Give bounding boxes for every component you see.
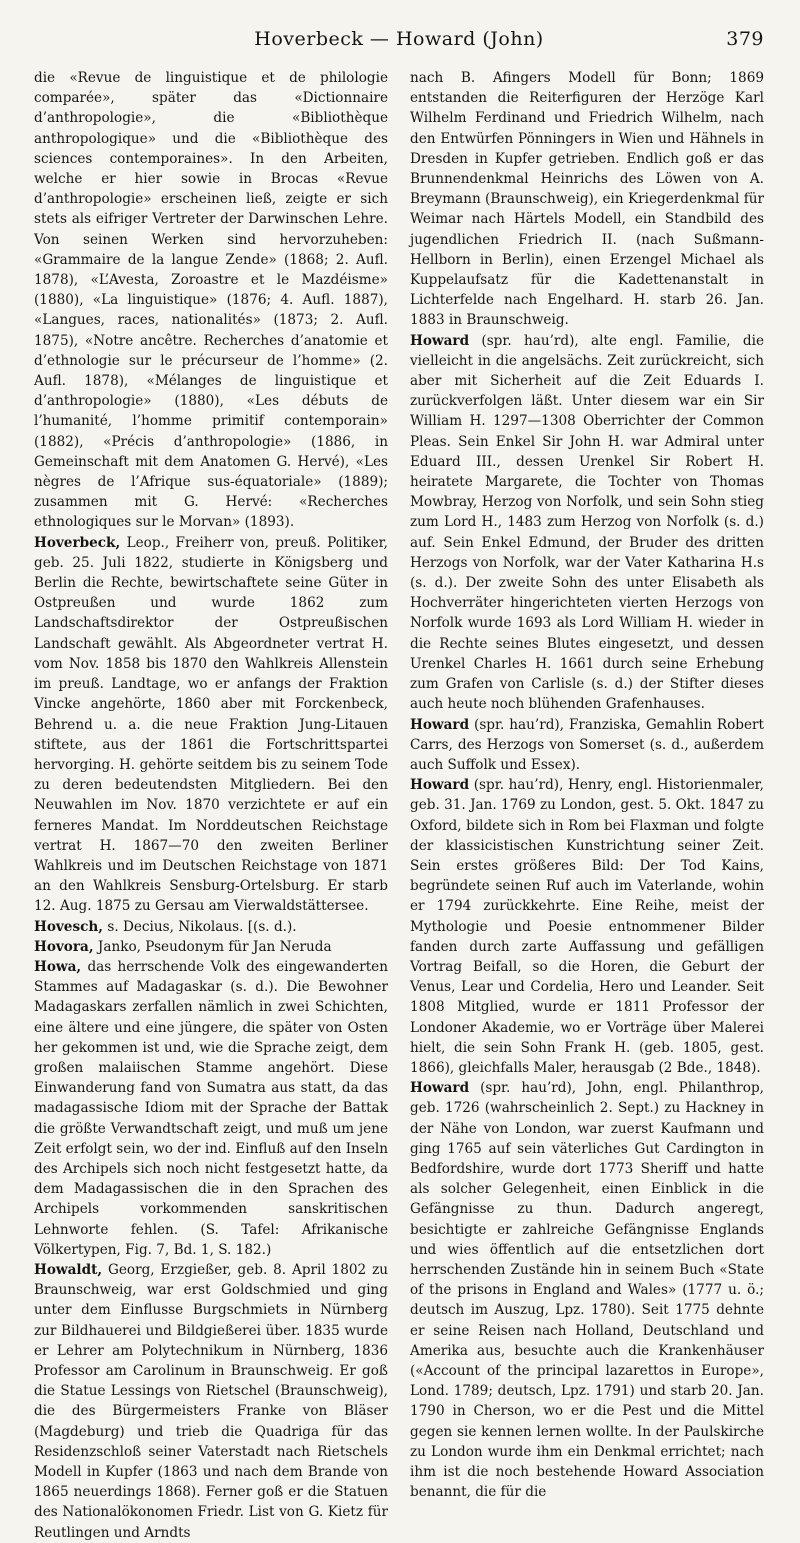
entry-paragraph: nach B. Afingers Modell für Bonn; 1869 entstanden die Reiterfiguren der Herzöge Karl Wilhelm Ferdinand und Friedrich Wilhelm, nach den Entwürfen Pönningers in Wien und Hähnels in Dresden in Kupfer getrieben. Endlich goß er das Brunnendenkmal Heinrichs des Löwen von A. Breymann (Braunschweig), ein Kriegerdenkmal für Weimar nach Härtels Modell, ein Standbild des jugendlichen Friedrich II. (nach Sußmann-Hellborn in Berlin), einen Erzengel Michael als Kuppelaufsatz für die Kadettenanstalt in Lichterfelde nach Engelhard. H. starb 26. Jan. 1883 in Braunschweig.	[410, 70, 764, 329]
entry-headword: Howard	[410, 777, 470, 794]
entry-paragraph: Howard (spr. hau’rd), alte engl. Familie, die vielleicht in die angelsächs. Zeit zurückreicht, sich aber mit Sicherheit auf die Zeit Eduards I. zurückverfolgen läßt. Unter diesem war ein Sir William H. 1297—1308 Oberrichter der Common Pleas. Sein Enkel Sir John H. war Admiral unter Eduard III., dessen Urenkel Sir Robert H. heiratete Margarete, die Tochter von Thomas Mowbray, Herzog von Norfolk, und sein Sohn stieg zum Lord H., 1483 zum Herzog von Norfolk (s. d.) auf. Sein Enkel Edmund, der Bruder des dritten Herzogs von Norfolk, war der Vater Katharina H.s (s. d.). Der zweite Sohn des unter Elisabeth als Hochverräter hingerichteten vierten Herzogs von Norfolk wurde 1693 als Lord William H. wieder in die Rechte seines Blutes eingesetzt, und dessen Urenkel Charles H. 1661 durch seine Erhebung zum Grafen von Carlisle (s. d.) der Stifter dieses auch heute noch blühenden Grafenhauses.	[410, 332, 765, 713]
entry-paragraph: Hovesch, s. Decius, Nikolaus. [(s. d.).	[34, 918, 297, 935]
entry-paragraph: Hoverbeck, Leop., Freiherr von, preuß. Politiker, geb. 25. Juli 1822, studierte in Königsberg und Berlin die Rechte, bewirtschaftete seine Güter in Ostpreußen und wurde 1862 zum Landschaftsdirektor der Ostpreußischen Landschaft gewählt. Als Abgeordneter vertrat H. vom Nov. 1858 bis 1870 den Wahlkreis Allenstein im preuß. Landtage, wo er anfangs der Fraktion Vincke angehörte, 1860 aber mit Forckenbeck, Behrend u. a. die neue Fraktion Jung-Litauen stiftete, aus der 1861 die Fortschrittspartei hervorging. H. gehörte seitdem bis zu seinem Tode zu deren bedeutendsten Mitgliedern. Bei den Neuwahlen im Nov. 1870 verzichtete er auf ein ferneres Mandat. Im Norddeutschen Reichstage vertrat H. 1867—70 den zweiten Berliner Wahlkreis und im Deutschen Reichstage von 1871 an den Wahlkreis Sensburg-Ortelsburg. Er starb 12. Aug. 1875 zu Gersau am Vierwaldstättersee.	[34, 534, 388, 915]
page-number: 379	[726, 28, 764, 50]
entry-headword: Howard	[410, 1080, 470, 1097]
entry-headword: Howard	[410, 332, 470, 349]
right-column	[410, 68, 764, 1543]
entry-headword: Howard	[410, 716, 470, 733]
entry-headword: Hovora,	[34, 938, 94, 955]
entry-paragraph: Howard (spr. hau’rd), John, engl. Philanthrop, geb. 1726 (wahrscheinlich 2. Sept.) zu Hackney in der Nähe von London, war zuerst Kaufmann und ging 1765 auf sein väterliches Gut Cardington in Bedfordshire, wurde dort 1773 Sheriff und hatte als solcher Gelegenheit, einen Einblick in die Gefängnisse zu thun. Dadurch angeregt, besichtigte er zahlreiche Gefängnisse Englands und wies öffentlich auf die entsetzlichen dort herrschenden Zustände hin in seinem Buch «State of the prisons in England and Wales» (1777 u. ö.; deutsch im Auszug, Lpz. 1780). Seit 1775 dehnte er seine Reisen nach Holland, Deutschland und Amerika aus, besuchte auch die Krankenhäuser («Account of the principal lazarettos in Europe», Lond. 1789; deutsch, Lpz. 1791) und starb 20. Jan. 1790 in Cherson, wo er die Pest und die Mittel gegen sie kennen lernen wollte. In der Paulskirche zu London wurde ihm ein Denkmal errichtet; nach ihm ist die noch bestehende Howard Association benannt, die für die	[410, 1080, 764, 1501]
entry-paragraph: die «Revue de linguistique et de philologie comparée», später das «Dictionnaire d’anthropologie», die «Bibliothèque anthropologique» und die «Bibliothèque des sciences contemporaines». In den Arbeiten, welche er hier sowie in Brocas «Revue d’anthropologie» erscheinen ließ, zeigte er sich stets als eifriger Vertreter der Darwinschen Lehre. Von seinen Werken sind hervorzuheben: «Grammaire de la langue Zende» (1868; 2. Aufl. 1878), «L’Avesta, Zoroastre et le Mazdéisme» (1880), «La linguistique» (1876; 4. Aufl. 1887), «Langues, races, nationalités» (1873; 2. Aufl. 1875), «Notre ancêtre. Recherches d’anatomie et d’ethnologie sur le précurseur de l’homme» (2. Aufl. 1878), «Mélanges de linguistique et d’anthropologie» (1880), «Les débuts de l’humanité, l’homme primitif contemporain» (1882), «Précis d’anthropologie» (1886, in Gemeinschaft mit dem Anatomen G. Hervé), «Les nègres de l’Afrique sus-équatoriale» (1889); zusammen mit G. Hervé: «Recherches ethnologiques sur le Morvan» (1893).	[34, 70, 388, 531]
entry-paragraph: Howard (spr. hau’rd), Henry, engl. Historienmaler, geb. 31. Jan. 1769 zu London, gest. 5. Okt. 1847 zu Oxford, bildete sich in Rom bei Flaxman und folgte der klassicistischen Kunstrichtung seiner Zeit. Sein erstes größeres Bild: Der Tod Kains, begründete seinen Ruf auch im Vaterlande, wohin er 1794 zurückkehrte. Eine Reihe, meist der Mythologie und Poesie entnommener Bilder fanden durch zarte Auffassung und gefälligen Vortrag Beifall, so die Horen, die Geburt der Venus, Lear und Cordelia, Hero und Leander. Seit 1808 Mitglied, wurde er 1811 Professor der Londoner Akademie, wo er Vorträge über Malerei hielt, die sein Sohn Frank H. (geb. 1805, gest. 1866), gleichfalls Maler, herausgab (2 Bde., 1848).	[410, 777, 764, 1076]
entry-headword: Howaldt,	[34, 1261, 103, 1278]
entry-headword: Hoverbeck,	[34, 534, 121, 551]
entry-paragraph: Howa, das herrschende Volk des eingewanderten Stammes auf Madagaskar (s. d.). Die Bewohner Madagaskars zerfallen nämlich in zwei Schichten, eine ältere und eine jüngere, die später von Osten her gekommen ist und, wie die Sprache zeigt, dem großen malaiischen Stamme angehört. Diese Einwanderung fand von Sumatra aus statt, da das madagassische Idiom mit der Sprache der Battak die größte Verwandtschaft zeigt, und muß um jene Zeit erfolgt sein, wo der ind. Einfluß auf den Inseln des Archipels sich noch nicht festgesetzt hatte, da dem Madagassischen die in den Sprachen des Archipels vorkommenden sanskritischen Lehnworte fehlen. (S. Tafel: Afrikanische Völkertypen, Fig. 7, Bd. 1, S. 182.)	[34, 958, 388, 1258]
left-column	[34, 68, 388, 1543]
text-columns	[34, 68, 764, 1543]
running-title: Hoverbeck — Howard (John)	[254, 28, 544, 50]
entry-paragraph: Hovora, Janko, Pseudonym für Jan Neruda	[34, 938, 332, 955]
entry-paragraph: Howard (spr. hau’rd), Franziska, Gemahlin Robert Carrs, des Herzogs von Somerset (s. d., außerdem auch Suffolk und Essex).	[410, 716, 764, 773]
page-header	[34, 28, 764, 62]
entry-headword: Hovesch,	[34, 918, 104, 935]
entry-headword: Howa,	[34, 958, 82, 975]
entry-paragraph: Howaldt, Georg, Erzgießer, geb. 8. April 1802 zu Braunschweig, war erst Goldschmied und ging unter dem Einflusse Burgschmiets in Nürnberg zur Bildhauerei und Bildgießerei über. 1835 wurde er Lehrer am Polytechnikum in Nürnberg, 1836 Professor am Carolinum in Braunschweig. Er goß die Statue Lessings von Rietschel (Braunschweig), die des Bürgermeisters Franke von Bläser (Magdeburg) und trieb die Quadriga für das Residenzschloß seiner Vaterstadt nach Rietschels Modell in Kupfer (1863 und nach dem Brande von 1865 neuerdings 1868). Ferner goß er die Statuen des Nationalökonomen Friedr. List von G. Kietz für Reutlingen und Arndts	[34, 1261, 388, 1541]
